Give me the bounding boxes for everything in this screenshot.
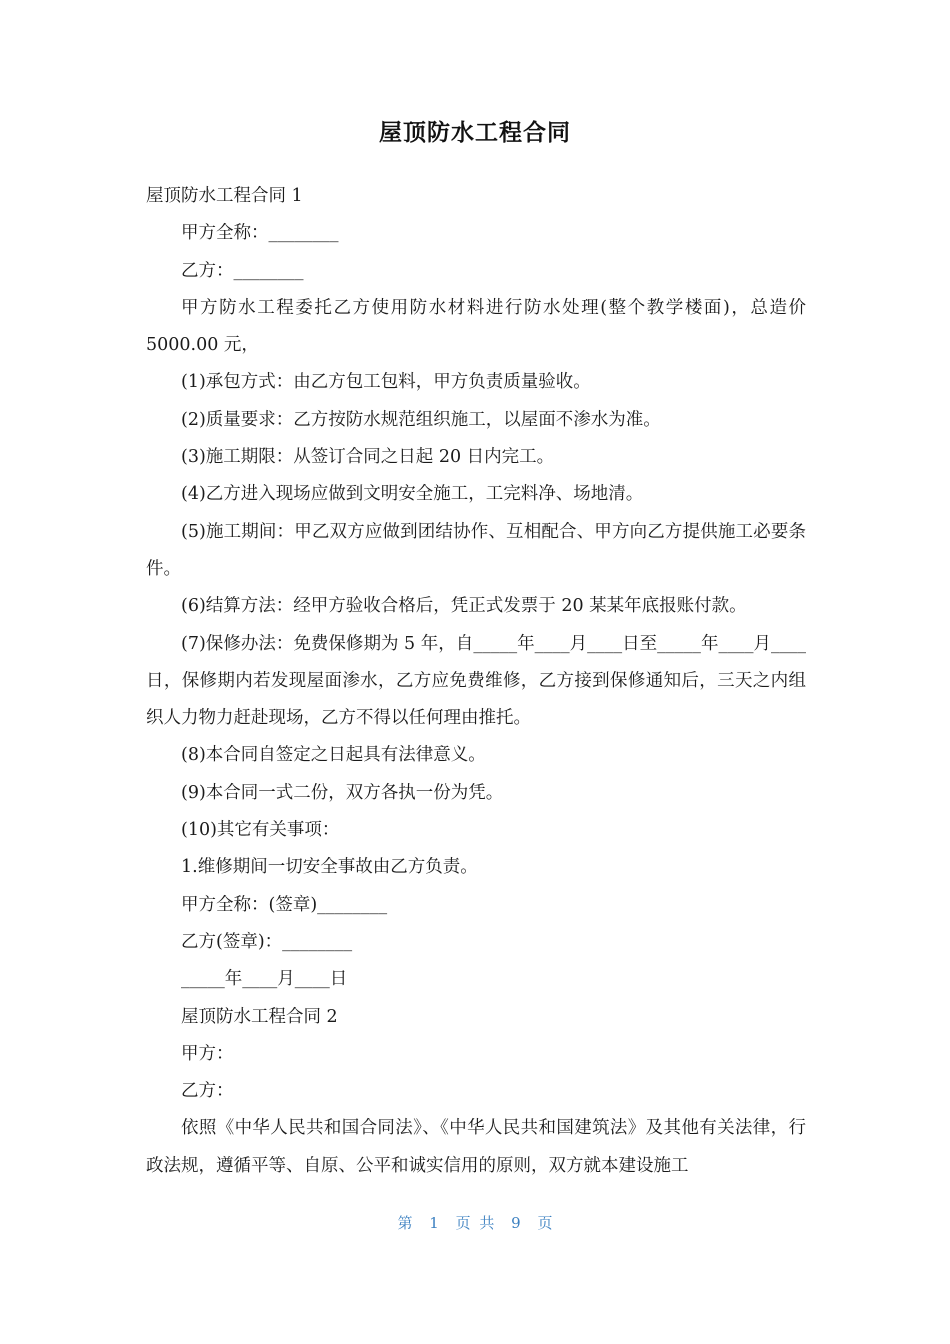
- paragraph: (6)结算方法：经甲方验收合格后，凭正式发票于 20 某某年底报账付款。: [181, 596, 747, 617]
- paragraph: (9)本合同一式二份，双方各执一份为凭。: [181, 782, 504, 803]
- paragraph: (3)施工期限：从签订合同之日起 20 日内完工。: [181, 447, 555, 468]
- paragraph: (5)施工期间：甲乙双方应做到团结协作、互相配合、甲方向乙方提供施工必要条件。: [146, 521, 806, 579]
- page-footer: [0, 1212, 950, 1233]
- footer-prefix: 第: [397, 1214, 413, 1232]
- paragraph: 乙方(签章)：________: [181, 931, 353, 952]
- paragraph: (2)质量要求：乙方按防水规范组织施工，以屋面不渗水为准。: [181, 409, 661, 430]
- paragraph: (7)保修办法：免费保修期为 5 年，自_____年____月____日至_____年____月____日，保修期内若发现屋面渗水，乙方应免费维修，乙方接到保修通知后，三天之内组织人力物力赶赴现场，乙方不得以任何理由推托。: [146, 633, 806, 729]
- paragraph: 乙方：________: [181, 260, 304, 281]
- footer-middle: 页 共: [455, 1214, 495, 1232]
- paragraph: 甲方全称：________: [181, 223, 339, 244]
- paragraph: (1)承包方式：由乙方包工包料，甲方负责质量验收。: [181, 372, 591, 393]
- paragraph: 甲方全称：(签章)________: [181, 894, 388, 915]
- paragraph: 甲方防水工程委托乙方使用防水材料进行防水处理(整个教学楼面)，总造价 5000.00 元，: [146, 297, 812, 356]
- paragraph: 屋顶防水工程合同 1: [146, 186, 303, 206]
- footer-suffix: 页: [537, 1214, 553, 1232]
- paragraph: 甲方：: [181, 1043, 234, 1064]
- paragraph: 乙方：: [181, 1081, 234, 1102]
- paragraph: (4)乙方进入现场应做到文明安全施工，工完料净、场地清。: [181, 484, 644, 505]
- footer-total-pages: 9: [511, 1214, 521, 1232]
- document-title: 屋顶防水工程合同: [379, 120, 571, 146]
- paragraph: 1.维修期间一切安全事故由乙方负责。: [181, 857, 478, 878]
- footer-page-number: 1: [429, 1214, 439, 1232]
- paragraph: _____年____月____日: [181, 969, 348, 990]
- paragraph: 屋顶防水工程合同 2: [181, 1006, 338, 1027]
- paragraph: (8)本合同自签定之日起具有法律意义。: [181, 745, 486, 766]
- document-body: [146, 178, 812, 1185]
- paragraph: 依照《中华人民共和国合同法》、《中华人民共和国建筑法》及其他有关法律，行政法规，遵循平等、自原、公平和诚实信用的原则，双方就本建设施工: [146, 1118, 806, 1176]
- paragraph: (10)其它有关事项：: [181, 820, 340, 841]
